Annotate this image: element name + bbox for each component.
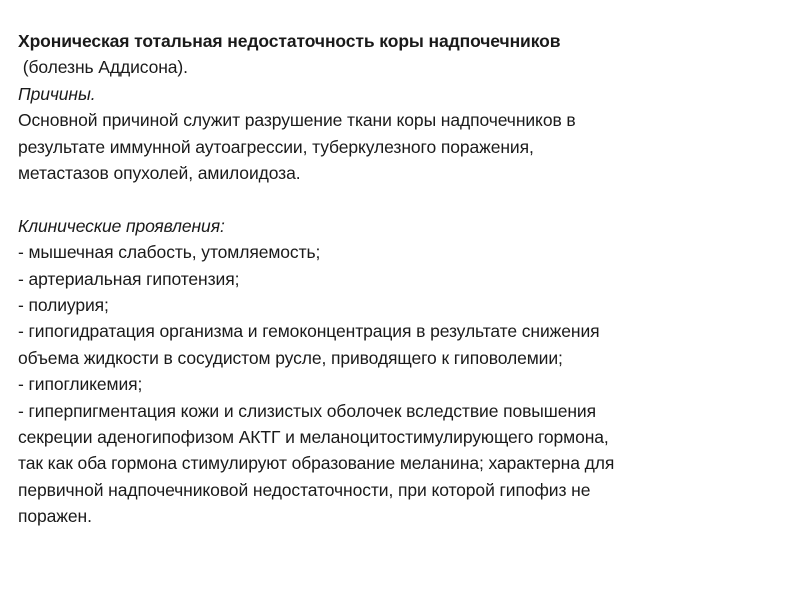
slide-subtitle: (болезнь Аддисона). — [18, 57, 188, 78]
causes-line: результате иммунной аутоагрессии, туберкулезного поражения, — [18, 136, 534, 157]
clinical-line: - артериальная гипотензия; — [18, 268, 240, 289]
clinical-line: - гипогликемия; — [18, 374, 143, 395]
causes-line: метастазов опухолей, амилоидоза. — [18, 163, 301, 184]
clinical-line: - полиурия; — [18, 295, 109, 316]
causes-line: Основной причиной служит разрушение ткани коры надпочечников в — [18, 110, 576, 131]
clinical-heading: Клинические проявления: — [18, 215, 225, 236]
clinical-line: первичной надпочечниковой недостаточности, при которой гипофиз не — [18, 479, 591, 500]
clinical-line: - мышечная слабость, утомляемость; — [18, 242, 321, 263]
slide-text — [18, 28, 788, 530]
clinical-line: - гиперпигментация кожи и слизистых оболочек вследствие повышения — [18, 400, 596, 421]
clinical-line: объема жидкости в сосудистом русле, приводящего к гиповолемии; — [18, 347, 563, 368]
slide-title: Хроническая тотальная недостаточность коры надпочечников — [18, 31, 561, 51]
paragraph-spacer — [18, 186, 788, 212]
clinical-line: - гипогидратация организма и гемоконцентрация в результате снижения — [18, 321, 600, 342]
clinical-line: так как оба гормона стимулируют образование меланина; характерна для — [18, 453, 615, 474]
clinical-line: поражен. — [18, 506, 92, 527]
causes-heading: Причины. — [18, 83, 96, 104]
clinical-line: секреции аденогипофизом АКТГ и меланоцитостимулирующего гормона, — [18, 427, 609, 448]
